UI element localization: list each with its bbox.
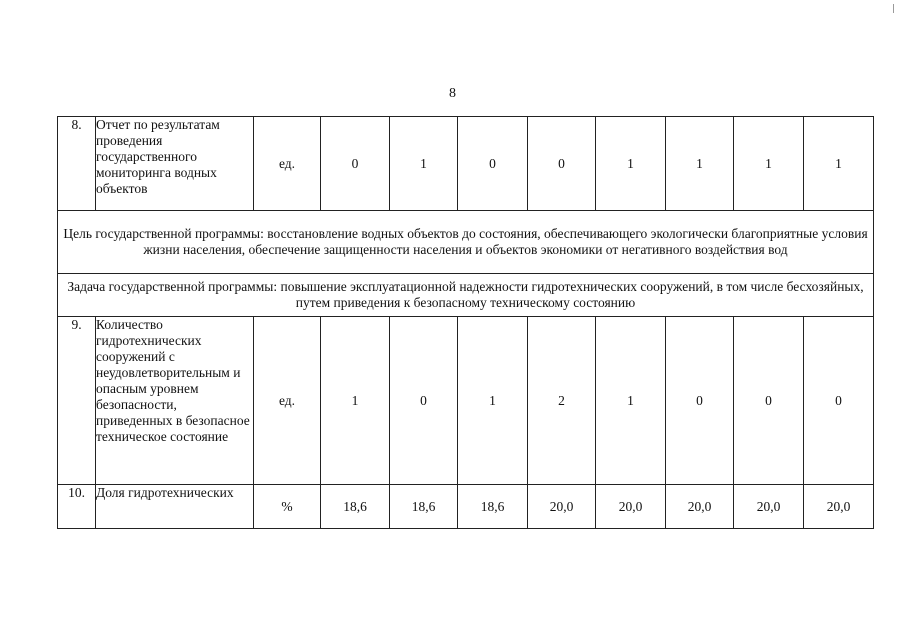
table-row-10 [58,485,874,529]
value-cell: 0 [804,317,874,485]
value-cell: 1 [596,317,666,485]
value-cell: 0 [666,317,734,485]
value-cell: 1 [804,117,874,211]
value-cell: 0 [390,317,458,485]
value-cell: 1 [321,317,390,485]
row-number: 10. [58,485,96,529]
value-cell: 1 [734,117,804,211]
value-cell: 1 [596,117,666,211]
value-cell: 18,6 [458,485,528,529]
value-cell: 0 [321,117,390,211]
value-cell: 2 [528,317,596,485]
value-cell: 20,0 [528,485,596,529]
scan-edge-mark [893,4,894,13]
value-cell: 20,0 [734,485,804,529]
value-cell: 20,0 [596,485,666,529]
indicator-name: Количество гидротехнических сооружений с неудовлетворительным и опасным уровнем безопасности, приведенных в безопасное техническое состояние [96,317,254,485]
indicator-name: Доля гидротехнических [96,485,254,529]
table-row-8 [58,117,874,211]
program-goal: Цель государственной программы: восстановление водных объектов до состояния, обеспечивающего экологически благоприятные условия жизни населения, обеспечение защищенности населения и объектов экономики от негативного воздействия вод [58,211,874,274]
row-number: 9. [58,317,96,485]
value-cell: 1 [666,117,734,211]
row-number: 8. [58,117,96,211]
value-cell: 18,6 [390,485,458,529]
unit-cell: ед. [254,117,321,211]
indicators-table [57,116,874,529]
unit-cell: % [254,485,321,529]
page-number: 8 [449,86,456,101]
table-row-9 [58,317,874,485]
value-cell: 0 [458,117,528,211]
unit-cell: ед. [254,317,321,485]
value-cell: 0 [734,317,804,485]
task-row [58,274,874,317]
value-cell: 20,0 [666,485,734,529]
program-task: Задача государственной программы: повышение эксплуатационной надежности гидротехнических сооружений, в том числе бесхозяйных, путем приведения к безопасному техническому состоянию [58,274,874,317]
indicator-name: Отчет по результатам проведения государственного мониторинга водных объектов [96,117,254,211]
value-cell: 1 [390,117,458,211]
value-cell: 1 [458,317,528,485]
goal-row [58,211,874,274]
value-cell: 0 [528,117,596,211]
value-cell: 20,0 [804,485,874,529]
value-cell: 18,6 [321,485,390,529]
